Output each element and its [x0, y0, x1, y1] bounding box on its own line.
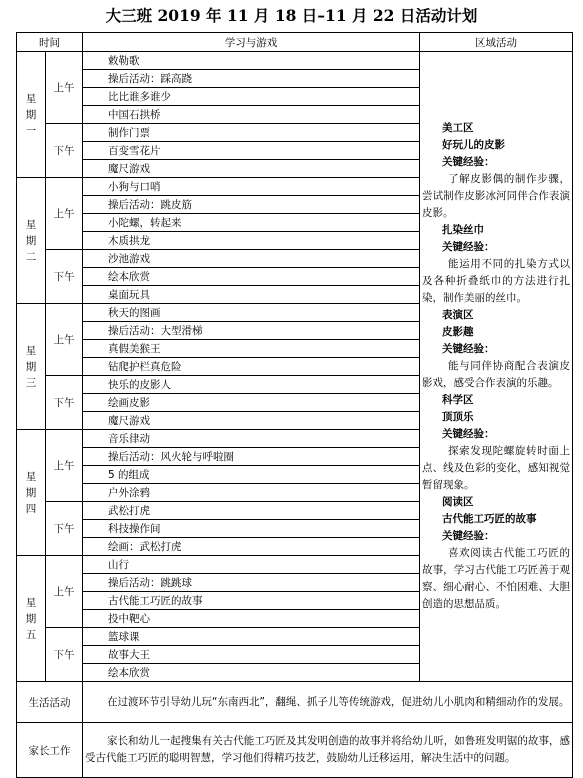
time-header: 时间: [17, 33, 83, 52]
activity-item: 古代能工巧匠的故事: [83, 592, 420, 610]
morning-label: 上午: [46, 556, 83, 628]
weekday-cell: [17, 178, 46, 304]
activity-item: 操后活动：大型滑梯: [83, 322, 420, 340]
afternoon-label: 下午: [46, 628, 83, 682]
study-header: 学习与游戏: [83, 33, 420, 52]
area-activity-title: 顶顶乐: [442, 411, 474, 423]
activity-item: 户外涂鸦: [83, 484, 420, 502]
activity-item: 木质拱龙: [83, 232, 420, 250]
weekday-char: 星: [25, 92, 37, 105]
key-experience-label: 关键经验：: [442, 530, 495, 542]
key-experience-label: 关键经验：: [442, 343, 495, 355]
area-block: [422, 222, 570, 307]
activity-item: 操后活动：跳跳球: [83, 574, 420, 592]
area-name: 美工区: [442, 122, 474, 134]
activity-item: 百变雪花片: [83, 142, 420, 160]
weekday-cell: [17, 304, 46, 430]
activity-item: 操后活动：跳皮筋: [83, 196, 420, 214]
activity-item: 比比谁多谁少: [83, 88, 420, 106]
afternoon-label: 下午: [46, 502, 83, 556]
key-experience-label: 关键经验：: [442, 156, 495, 168]
activity-item: 小狗与口哨: [83, 178, 420, 196]
area-header: 区域活动: [420, 33, 573, 52]
weekday-char: 期: [25, 612, 37, 625]
activity-item: 魔尺游戏: [83, 412, 420, 430]
key-experience-text: 了解皮影偶的制作步骤，尝试制作皮影冰河同伴合作表演皮影。: [422, 173, 570, 219]
page-title: 大三班 2019 年 11 月 18 日–11 月 22 日活动计划: [105, 6, 478, 25]
activity-item: 沙池游戏: [83, 250, 420, 268]
weekday-char: 星: [25, 218, 37, 231]
activity-item: 武松打虎: [83, 502, 420, 520]
area-activity-title: 皮影趣: [442, 326, 474, 338]
activity-item: 快乐的皮影人: [83, 376, 420, 394]
area-activity-title: 好玩儿的皮影: [442, 139, 505, 151]
activity-plan-table: [16, 32, 573, 778]
activity-item: 绘画皮影: [83, 394, 420, 412]
key-experience-text: 探索发现陀螺旋转时面上点、线及色彩的变化，感知视觉暂留现象。: [422, 445, 570, 491]
weekday-char: 四: [25, 502, 37, 515]
weekday-char: 星: [25, 344, 37, 357]
life-activity-label: 生活活动: [17, 682, 83, 723]
key-experience-label: 关键经验：: [442, 428, 495, 440]
activity-item: 故事大王: [83, 646, 420, 664]
activity-item: 操后活动：风火轮与呼啦圈: [83, 448, 420, 466]
activity-item: 操后活动：踩高跷: [83, 70, 420, 88]
area-name: 科学区: [442, 394, 474, 406]
activity-item: 敕勒歌: [83, 52, 420, 70]
weekday-char: 期: [25, 360, 37, 373]
area-block: [422, 494, 570, 613]
morning-label: 上午: [46, 178, 83, 250]
afternoon-label: 下午: [46, 124, 83, 178]
life-activity-text: 在过渡环节引导幼儿玩“东南西北”，翻绳、抓子儿等传统游戏，促进幼儿小肌肉和精细动作的发展。: [83, 682, 573, 723]
parent-work-text: 家长和幼儿一起搜集有关古代能工巧匠及其发明创造的故事并将给幼儿听，如鲁班发明锯的故事，感受古代能工巧匠的聪明智慧，学习他们得精巧技艺，鼓励幼儿迁移运用，解决生活中的问题。: [83, 723, 573, 778]
weekday-char: 期: [25, 486, 37, 499]
morning-label: 上午: [46, 430, 83, 502]
weekday-char: 星: [25, 470, 37, 483]
activity-item: 秋天的图画: [83, 304, 420, 322]
weekday-char: 星: [25, 596, 37, 609]
area-block: [422, 120, 570, 222]
key-experience-text: 喜欢阅读古代能工巧匠的故事，学习古代能工巧匠善于观察、细心耐心、不怕困难、大胆创造的思想品质。: [422, 547, 570, 610]
weekday-cell: [17, 556, 46, 682]
key-experience-text: 能运用不同的扎染方式以及各种折叠纸巾的方法进行扎染，制作美丽的丝巾。: [422, 258, 570, 304]
activity-item: 山行: [83, 556, 420, 574]
weekday-cell: [17, 52, 46, 178]
weekday-char: 期: [25, 234, 37, 247]
activity-item: 绘画：武松打虎: [83, 538, 420, 556]
activity-row: [17, 52, 573, 70]
area-activity-title: 古代能工巧匠的故事: [442, 513, 537, 525]
activity-item: 5 的组成: [83, 466, 420, 484]
activity-item: 绘本欣赏: [83, 664, 420, 682]
activity-item: 中国石拱桥: [83, 106, 420, 124]
key-experience-text: 能与同伴协商配合表演皮影戏，感受合作表演的乐趣。: [422, 360, 570, 389]
weekday-char: 五: [25, 628, 37, 641]
weekday-char: 期: [25, 108, 37, 121]
parent-work-label: 家长工作: [17, 723, 83, 778]
activity-item: 篮球课: [83, 628, 420, 646]
area-name: 表演区: [442, 309, 474, 321]
life-activity-row: [17, 682, 573, 723]
key-experience-label: 关键经验：: [442, 241, 495, 253]
area-activities-cell: [420, 52, 573, 682]
weekday-char: 三: [25, 376, 37, 389]
area-activity-title: 扎染丝巾: [442, 224, 484, 236]
afternoon-label: 下午: [46, 250, 83, 304]
activity-item: 桌面玩具: [83, 286, 420, 304]
activity-item: 制作门票: [83, 124, 420, 142]
activity-item: 音乐律动: [83, 430, 420, 448]
parent-work-row: [17, 723, 573, 778]
activity-item: 真假美猴王: [83, 340, 420, 358]
weekday-char: 二: [25, 250, 37, 263]
activity-item: 小陀螺，转起来: [83, 214, 420, 232]
activity-item: 钻爬护栏真危险: [83, 358, 420, 376]
activity-item: 魔尺游戏: [83, 160, 420, 178]
morning-label: 上午: [46, 304, 83, 376]
weekday-char: 一: [25, 124, 37, 137]
activity-item: 科技操作间: [83, 520, 420, 538]
morning-label: 上午: [46, 52, 83, 124]
header-row: [17, 33, 573, 52]
area-block: [422, 307, 570, 392]
weekday-cell: [17, 430, 46, 556]
activity-item: 绘本欣赏: [83, 268, 420, 286]
area-block: [422, 392, 570, 494]
afternoon-label: 下午: [46, 376, 83, 430]
area-name: 阅读区: [442, 496, 474, 508]
activity-item: 投中靶心: [83, 610, 420, 628]
